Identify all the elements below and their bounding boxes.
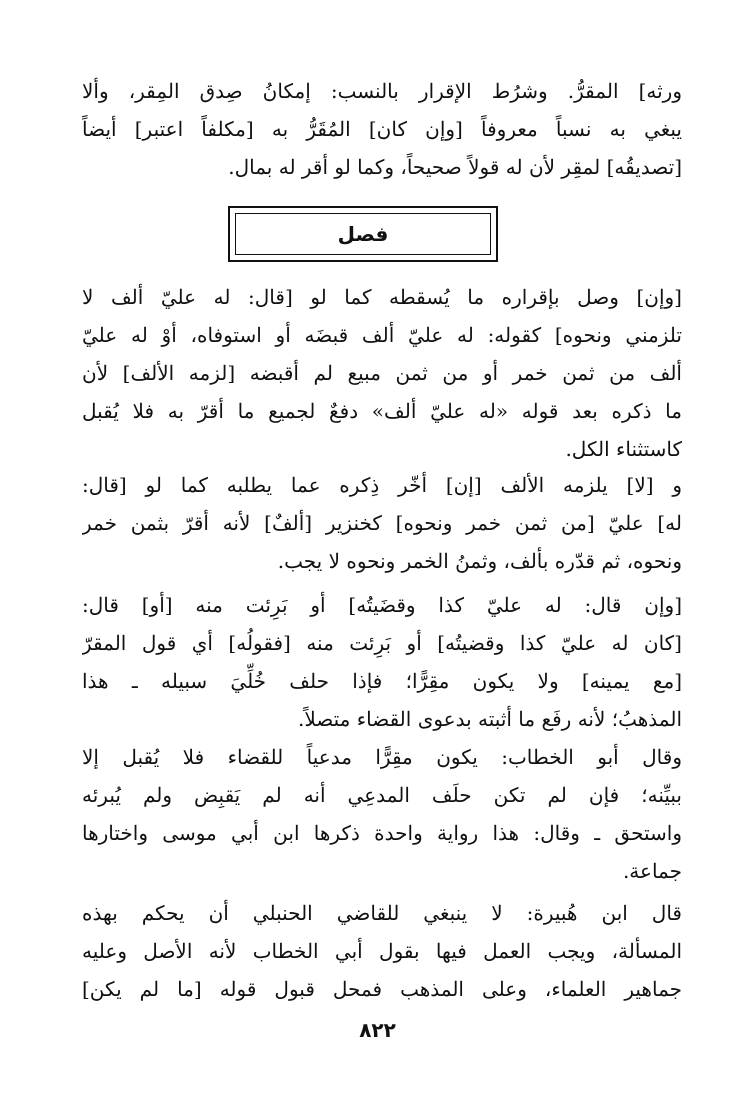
text-line: ورثه] المقرُّ. وشرُط الإقرار بالنسب: إمكانُ صِدق المِقر، وألا bbox=[82, 79, 682, 103]
paragraph-2 bbox=[82, 466, 682, 580]
section-heading: فصل bbox=[337, 222, 389, 246]
text-line: ألف من ثمن خمر أو من ثمن مبيع لم أقبضه [لزمه الألف] لأن bbox=[82, 361, 682, 385]
text-line: كاستثناء الكل. bbox=[565, 437, 682, 461]
text-line: [وإن قال: له عليّ كذا وقضَيتُه] أو بَرِئت منه [أو] قال: bbox=[82, 593, 682, 617]
section-heading-frame bbox=[228, 206, 498, 262]
paragraph-1 bbox=[82, 278, 682, 468]
text-line: تلزمني ونحوه] كقوله: له عليّ ألف قبضَه أو استوفاه، أوْ له عليّ bbox=[82, 323, 682, 347]
text-line: له] عليّ [من ثمن خمر ونحوه] كخنزير [ألفٌ] لأنه أقرّ بثمن خمر bbox=[82, 511, 682, 535]
text-line: المذهبُ؛ لأنه رفَع ما أثبته بدعوى القضاء متصلاً. bbox=[297, 707, 682, 731]
top-paragraph bbox=[82, 72, 682, 186]
paragraph-3 bbox=[82, 586, 682, 738]
section-heading-inner-frame bbox=[235, 213, 491, 255]
text-line: [مع يمينه] ولا يكون مقِرًّا؛ فإذا حلف خُلِّيَ سبيله ـ هذا bbox=[82, 669, 682, 693]
text-line: و [لا] يلزمه الألف [إن] أخّر ذِكره عما يطلبه كما لو [قال: bbox=[82, 473, 682, 497]
paragraph-4 bbox=[82, 738, 682, 890]
text-line: [كان له عليّ كذا وقضيتُه] أو بَرِئت منه [فقولُه] أي قول المقرّ bbox=[82, 631, 682, 655]
text-line: يبغي به نسباً معروفاً [وإن كان] المُقَرُّ به [مكلفاً اعتبر] أيضاً bbox=[82, 117, 682, 141]
text-line: ما ذكره بعد قوله «له عليّ ألف» دفعٌ لجميع ما أقرّ به فلا يُقبل bbox=[82, 399, 682, 423]
text-line: قال ابن هُبيرة: لا ينبغي للقاضي الحنبلي أن يحكم بهذه bbox=[82, 901, 682, 925]
text-line: ونحوه، ثم قدّره بألف، وثمنُ الخمر ونحوه لا يجب. bbox=[277, 549, 682, 573]
text-line: [تصديقُه] لمقِر لأن له قولاً صحيحاً، وكما لو أقر له بمال. bbox=[228, 155, 682, 179]
page-number: ٨٢٢ bbox=[359, 1018, 396, 1042]
paragraph-5 bbox=[82, 894, 682, 1008]
text-line: واستحق ـ وقال: هذا رواية واحدة ذكرها ابن أبي موسى واختارها bbox=[82, 821, 682, 845]
text-line: المسألة، ويجب العمل فيها بقول أبي الخطاب لأنه الأصل وعليه bbox=[82, 939, 682, 963]
text-line: جماهير العلماء، وعلى المذهب فمحل قبول قوله [ما لم يكن] bbox=[82, 977, 682, 1001]
text-line: جماعة. bbox=[622, 859, 682, 883]
text-line: [وإن] وصل بإقراره ما يُسقطه كما لو [قال: له عليّ ألف لا bbox=[82, 285, 682, 309]
text-line: وقال أبو الخطاب: يكون مقِرًّا مدعياً للقضاء فلا يُقبل إلا bbox=[82, 745, 682, 769]
text-line: ببيِّنه؛ فإن لم تكن حلَف المدعِي أنه لم يَقبِض ولم يُبرئه bbox=[82, 783, 682, 807]
